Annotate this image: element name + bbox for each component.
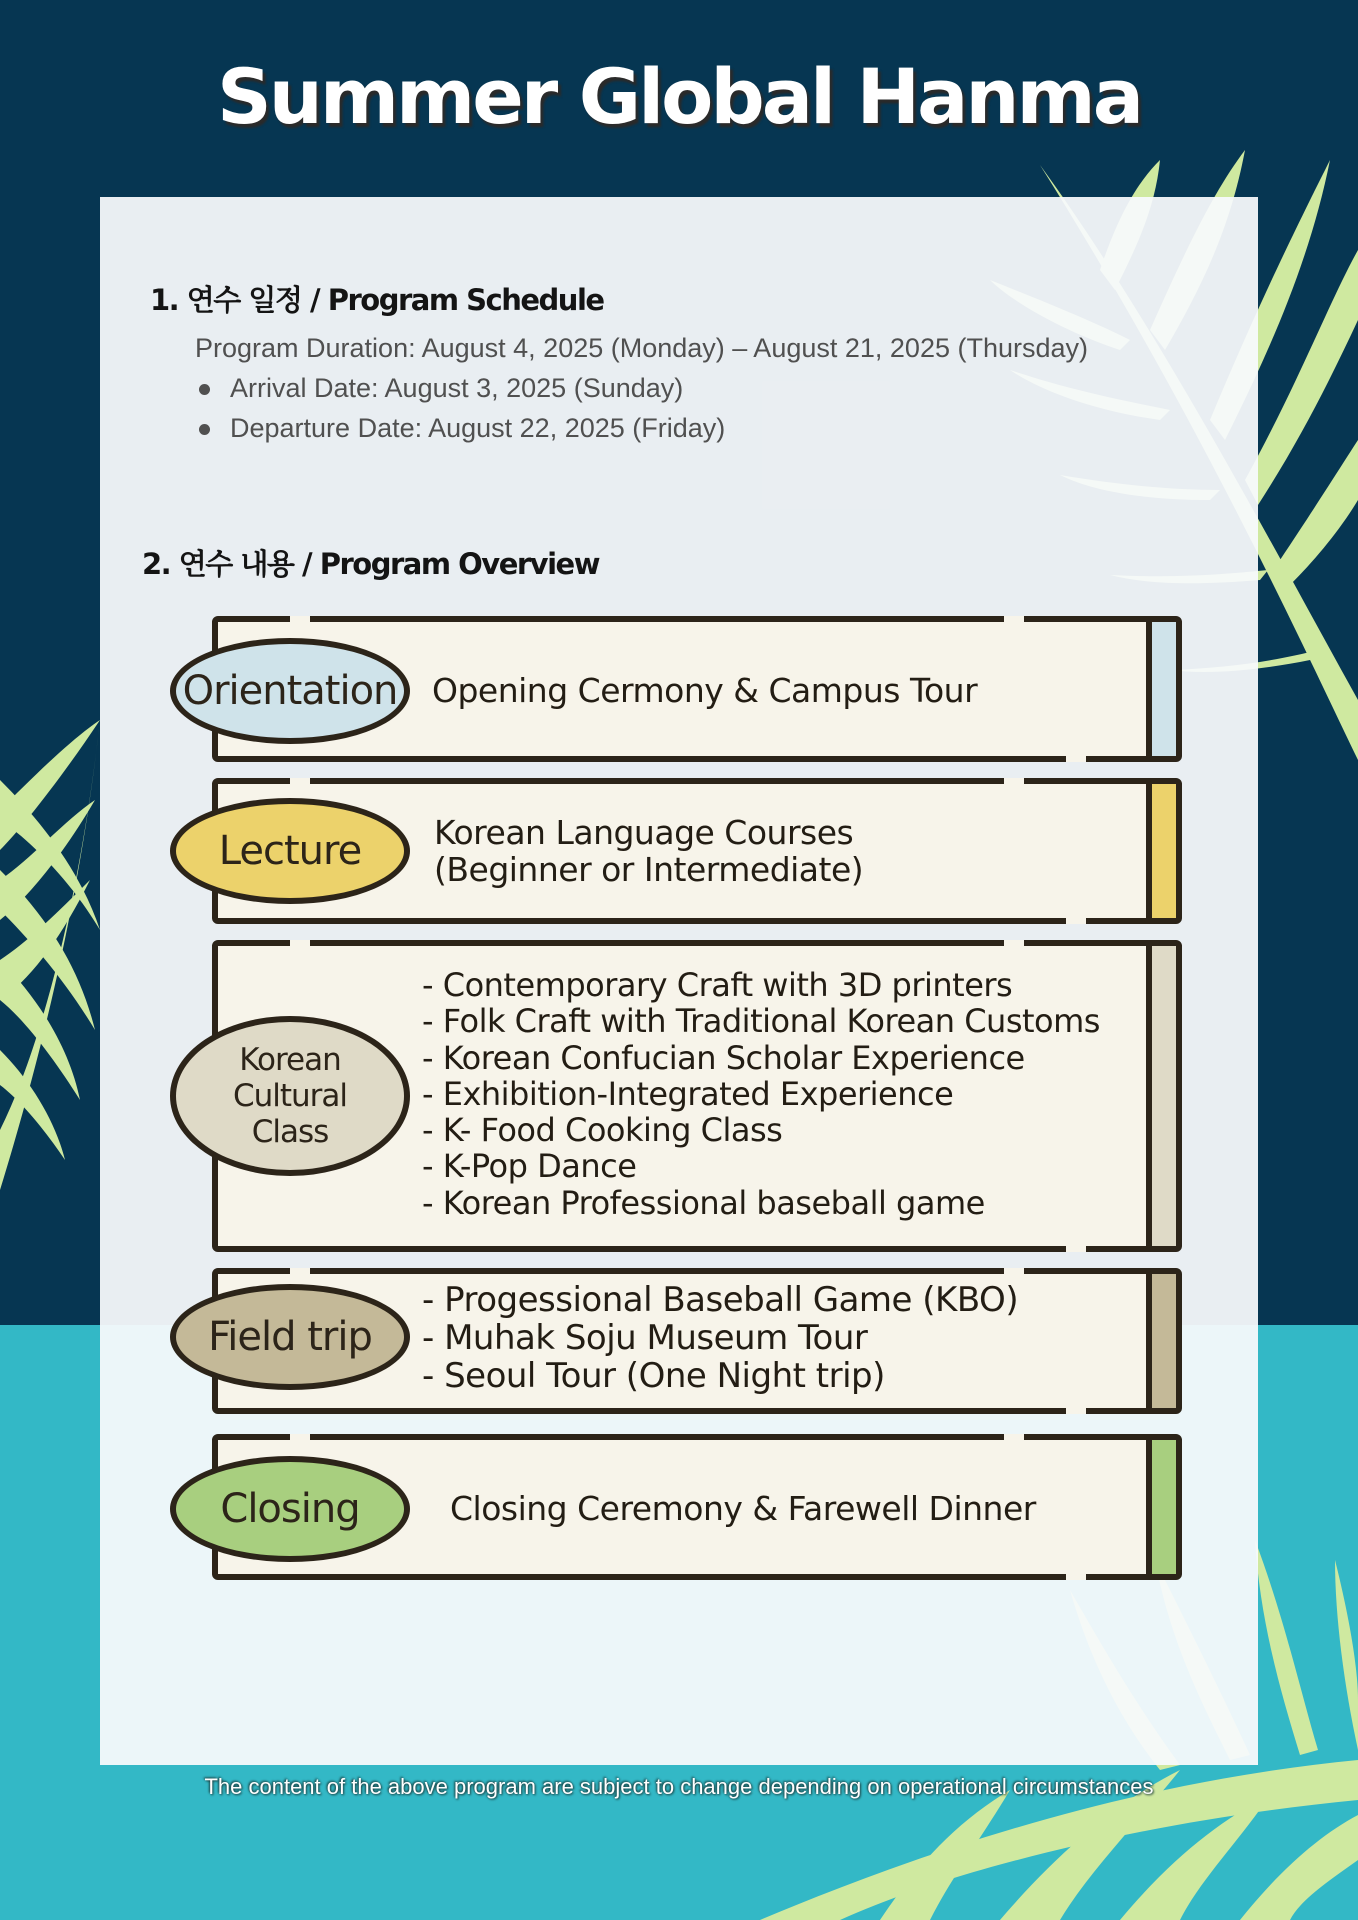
frame-gap <box>1004 778 1024 786</box>
frame-gap <box>290 940 310 948</box>
frame-gap <box>290 1268 310 1276</box>
desc-line: - Korean Confucian Scholar Experience <box>422 1038 1025 1077</box>
label-field-trip: Field trip <box>170 1284 410 1390</box>
program-duration: Program Duration: August 4, 2025 (Monday) – August 21, 2025 (Thursday) <box>195 333 1089 363</box>
page-title: Summer Global Hanma <box>216 52 1142 141</box>
label-cultural-class <box>170 1016 410 1176</box>
frame-gap <box>290 778 310 786</box>
bullet-icon <box>199 384 210 395</box>
desc-lecture <box>434 814 863 888</box>
desc-line: - Exhibition-Integrated Experience <box>422 1074 954 1113</box>
desc-line: - K- Food Cooking Class <box>422 1111 783 1150</box>
desc-line: - Folk Craft with Traditional Korean Customs <box>422 1002 1100 1041</box>
desc-line: - K-Pop Dance <box>422 1147 637 1186</box>
departure-date: Departure Date: August 22, 2025 (Friday) <box>230 413 726 443</box>
label-line: Class <box>251 1114 329 1150</box>
desc-line: - Korean Professional baseball game <box>422 1183 985 1222</box>
desc-line: - Progessional Baseball Game (KBO) <box>422 1280 1019 1320</box>
desc-line: (Beginner or Intermediate) <box>434 850 864 889</box>
desc-line: Closing Ceremony & Farewell Dinner <box>450 1489 1036 1528</box>
frame-gap <box>1066 1572 1086 1580</box>
frame-gap <box>1066 1406 1086 1414</box>
frame-gap <box>290 616 310 624</box>
color-strip <box>1146 784 1176 918</box>
color-strip <box>1146 622 1176 756</box>
frame-gap <box>1004 1268 1024 1276</box>
frame-gap <box>1066 754 1086 762</box>
color-strip <box>1146 946 1176 1246</box>
label-line: Cultural <box>232 1078 348 1114</box>
bullet-icon <box>199 424 210 435</box>
frame-gap <box>290 1434 310 1442</box>
frame-gap <box>1066 916 1086 924</box>
label-closing: Closing <box>170 1456 410 1562</box>
schedule-heading: 1. 연수 일정 / Program Schedule <box>150 283 604 317</box>
label-lecture: Lecture <box>170 798 410 904</box>
overview-heading: 2. 연수 내용 / Program Overview <box>142 547 599 581</box>
desc-line: - Seoul Tour (One Night trip) <box>422 1356 885 1396</box>
desc-orientation <box>432 672 977 709</box>
label-line: Korean <box>239 1042 341 1078</box>
desc-closing <box>450 1490 1036 1527</box>
desc-line: - Muhak Soju Museum Tour <box>422 1318 868 1358</box>
desc-field-trip <box>422 1281 1018 1395</box>
frame-gap <box>1066 1244 1086 1252</box>
frame-gap <box>1004 616 1024 624</box>
frame-gap <box>1004 940 1024 948</box>
desc-line: Opening Cermony & Campus Tour <box>432 671 978 710</box>
desc-cultural-class <box>422 967 1100 1221</box>
arrival-date: Arrival Date: August 3, 2025 (Sunday) <box>230 373 684 403</box>
frame-gap <box>1004 1434 1024 1442</box>
desc-line: - Contemporary Craft with 3D printers <box>422 966 1013 1004</box>
label-orientation: Orientation <box>170 638 410 744</box>
footer-note: The content of the above program are subject to change depending on operational circumstances <box>204 1774 1154 1799</box>
color-strip <box>1146 1274 1176 1408</box>
desc-line: Korean Language Courses <box>434 813 854 852</box>
color-strip <box>1146 1440 1176 1574</box>
